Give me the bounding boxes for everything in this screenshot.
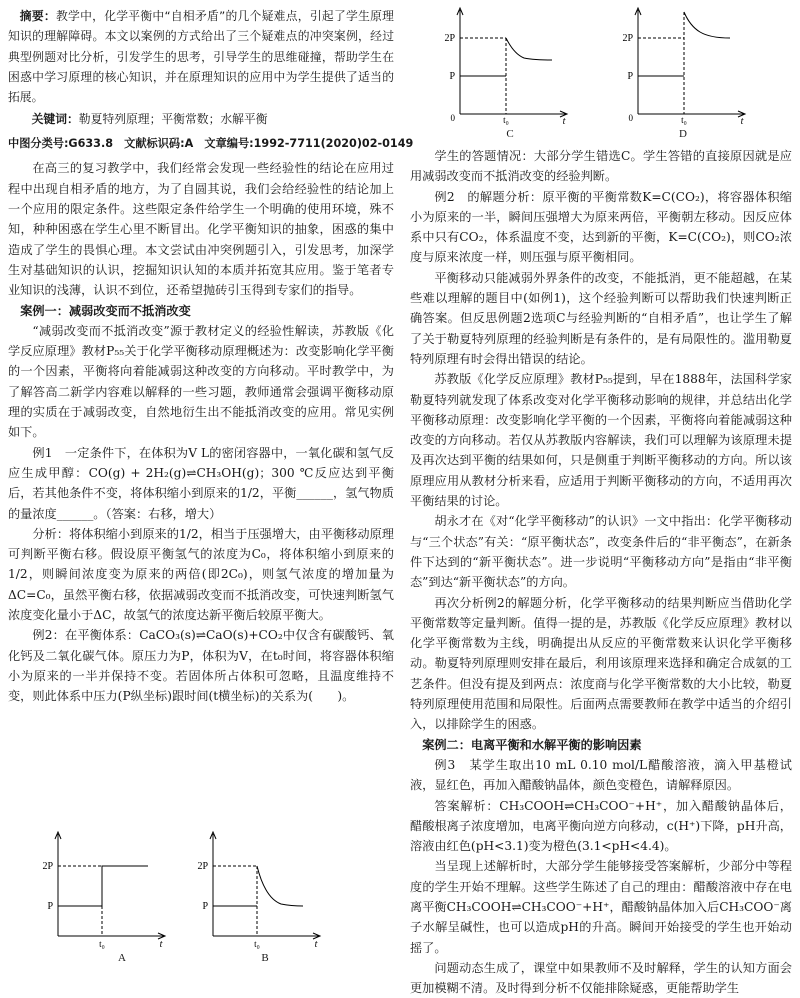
fig-b-2p: 2P xyxy=(197,861,208,872)
fig-c-t: t xyxy=(562,116,566,127)
abstract-label: 摘要： xyxy=(19,9,56,23)
keywords-text: 勒夏特列原理；平衡常数；水解平衡 xyxy=(78,112,268,127)
student-doubt-paragraph: 当呈现上述解析时，大部分学生能够接受答案解析，少部分中等程度的学生开始不理解。这些学生陈述了自己的理由：醋酸溶液中存在电离平衡CH₃COOH⇌CH₃COO⁻+H⁺，醋酸钠晶体加入后CH₃COO⁻离子水解呈碱性，也可以造成pH的升高。瞬间开始接受的学生也开始动摇了。 xyxy=(410,859,792,955)
fig-d-p: P xyxy=(627,71,633,82)
example1: 例1 一定条件下，在体积为V L的密闭容器中，一氧化碳和氢气反应生成甲醇：CO(g) + 2H₂(g)⇌CH₃OH(g)；300 ℃反应达到平衡后，若其他条件不变，将体积缩小到原来的1/2，平衡______，氢气物质的量浓度______。（答案：右移，增大） xyxy=(8,445,394,521)
figure-c xyxy=(440,4,572,127)
example2-solution: 例2 的解题分析：原平衡的平衡常数K=C(CO₂)，将容器体积缩小为原来的一半，瞬间压强增大为原来两倍，平衡朝左移动。因反应体系中只有CO₂，体系温度不变，达到新的平衡，K=C(CO₂)，则CO₂浓度与原来浓度一样，则压强与原平衡相同。 xyxy=(410,189,792,265)
fig-d-label: D xyxy=(679,128,687,140)
fig-c-t0: t₀ xyxy=(503,115,509,125)
abstract xyxy=(8,6,394,107)
fig-a-t0: t₀ xyxy=(99,939,105,949)
abstract-text: 教学中，化学平衡中“自相矛盾”的几个疑难点，引起了学生原理知识的理解障碍。本文以案例的方式给出了三个疑难点的冲突案例，经过典型例题对比分析，引发学生的思考，引导学生的思维碰撞，帮助学生在困惑中学习原理的核心知识，并在原理知识的应用中为学生提供了适当的拓展。 xyxy=(8,9,394,105)
fig-c-p: P xyxy=(449,71,455,82)
example1-analysis: 分析：将体积缩小到原来的1/2，相当于压强增大，由平衡移动原理可判断平衡右移。假设原平衡氢气的浓度为C₀，将体积缩小到原来的1/2，则瞬间浓度变为原来的两倍(即2C₀)，则氢气浓度的增加量为ΔC=C₀，虽然平衡右移，依据减弱改变而不抵消改变，可快速判断氢气浓度变化量小于ΔC，故氢气的浓度达新平衡后较原平衡大。 xyxy=(8,526,394,623)
fig-c-2p: 2P xyxy=(444,33,455,44)
three-states-paragraph: 胡永才在《对“化学平衡移动”的认识》一文中指出：化学平衡移动与“三个状态”有关：“原平衡状态”，改变条件后的“非平衡态”，在新条件下达到的“新平衡状态”。进一步说明“平衡移动方向”是指由“非平衡态”到达“新平衡状态”的方向。 xyxy=(410,514,792,590)
fig-d-2p: 2P xyxy=(622,33,633,44)
reanalysis-paragraph: 再次分析例2的解题分析，化学平衡移动的结果判断应当借助化学平衡常数等定量判断。值得一提的是，苏教版《化学反应原理》教材以化学平衡常数为主线，明确提出从反应的平衡常数来认识化学平衡移动。勒夏特列原理则安排在最后，利用该原理来选择和确定合成氨的工艺条件。但没有提及到两点：浓度商与化学平衡常数的大小比较，勒夏特列原理使用范围和局限性。后面两点需要教师在教学中适当的介绍引入，以排除学生的困惑。 xyxy=(410,595,792,732)
classification-line: 中图分类号:G633.8 文献标识码:A 文章编号:1992-7711(2020)02-0149 xyxy=(8,137,414,151)
fig-a-label: A xyxy=(118,952,126,964)
fig-d-origin: 0 xyxy=(628,113,633,123)
keywords xyxy=(8,108,394,130)
student-answers-paragraph: 学生的答题情况：大部分学生错选C。学生答错的直接原因就是应用减弱改变而不抵消改变的经验判断。 xyxy=(410,149,792,184)
reflection-paragraph: 平衡移动只能减弱外界条件的改变，不能抵消，更不能超越，在某些难以理解的题目中(如例1)，这个经验判断可以帮助我们快速判断正确答案。但反思例题2选项C与经验判断的“自相矛盾”，也让学生了解了关于勒夏特列原理的经验判断是有条件的，是有局限性的。滥用勒夏特列原理有时会得出错误的结论。 xyxy=(410,270,792,366)
fig-a-p: P xyxy=(47,901,53,912)
fig-b-t0: t₀ xyxy=(254,939,260,949)
figure-a xyxy=(40,826,170,950)
fig-c-label: C xyxy=(506,128,514,140)
fig-d-t: t xyxy=(740,116,744,127)
example2: 例2：在平衡体系：CaCO₃(s)⇌CaO(s)+CO₂中仅含有碳酸钙、氧化钙及二氧化碳气体。原压力为P，体积为V，在t₀时间，将容器体积缩小为原来的一半并保持不变。若固体所占体积可忽略，且温度维持不变，则此体系中压力(P纵坐标)跟时间(t横坐标)的关系为( )。 xyxy=(8,628,394,704)
le-chatelier-paragraph: 苏教版《化学反应原理》教材P₅₅提到，早在1888年，法国科学家勒夏特列就发现了体系改变对化学平衡移动影响的规律，并总结出化学平衡移动原理：改变影响化学平衡的一个因素，平衡将向着能减弱这种改变的方向移动。若仅从苏教版内容解读，我们可以理解为该原理未提及再次达到平衡的结果如何，只是侧重于判断平衡移动的方向。所以该原理应用从教材分析来看，应适用于判断平衡移动的方向，不适用再次平衡结果的讨论。 xyxy=(410,372,792,509)
fig-c-origin: 0 xyxy=(450,113,455,123)
case2-heading: 案例二：电离平衡和水解平衡的影响因素 xyxy=(422,737,642,752)
fig-a-t: t xyxy=(159,939,163,950)
example3: 例3 某学生取出10 mL 0.10 mol/L醋酸溶液，滴入甲基橙试液，显红色，再加入醋酸钠晶体，颜色变橙色，请解释原因。 xyxy=(410,757,792,793)
closing-paragraph: 问题动态生成了，课堂中如果教师不及时解释，学生的认知方面会更加模糊不清。及时得到分析不仅能排除疑惑，更能帮助学生 xyxy=(410,960,792,996)
left-column xyxy=(8,0,414,707)
case1-paragraph: “减弱改变而不抵消改变”源于教材定义的经验性解读，苏教版《化学反应原理》教材P₅₅关于化学平衡移动原理概述为：改变影响化学平衡的一个因素，平衡将向着能减弱这种改变的方向移动。平时教学中，为了解答高二新学内容难以解释的一些习题，教师通常会强调平衡移动原理的实质在于减弱改变，自然地衍生出不能抵消改变的应用。常见实例如下。 xyxy=(8,323,394,440)
figure-b xyxy=(195,826,325,950)
fig-b-p: P xyxy=(202,901,208,912)
example3-answer: 答案解析：CH₃COOH⇌CH₃COO⁻+H⁺，加入醋酸钠晶体后，醋酸根离子浓度增加，电离平衡向逆方向移动，c(H⁺)下降，pH升高，溶液由红色(pH<3.1)变为橙色(3.1<pH<4.4)。 xyxy=(410,798,792,854)
fig-d-t0: t₀ xyxy=(681,115,687,125)
intro-paragraph: 在高三的复习教学中，我们经常会发现一些经验性的结论在应用过程中出现自相矛盾的地方，为了自圆其说，我们会给经验性的结论加上一个应用的限定条件。这些限定条件给学生一个明确的使用环境，殊不知，种种困惑在学生心里不断冒出。化学平衡知识的抽象，困惑的集中造成了学生的畏惧心理。本文尝试由冲突例题引入，引发思考，加深学生对基础知识的认识，挖掘知识认知的本质并拓宽其应用。鉴于笔者专业知识的浅薄，认识不到位，还希望抛砖引玉得到专家们的指导。 xyxy=(8,161,394,298)
case1-heading: 案例一：减弱改变而不抵消改变 xyxy=(20,303,191,318)
fig-b-t: t xyxy=(314,939,318,950)
fig-a-2p: 2P xyxy=(42,861,53,872)
fig-b-label: B xyxy=(261,952,269,964)
figure-d xyxy=(618,4,750,127)
right-column xyxy=(410,146,792,998)
keywords-label: 关键词： xyxy=(31,112,79,127)
